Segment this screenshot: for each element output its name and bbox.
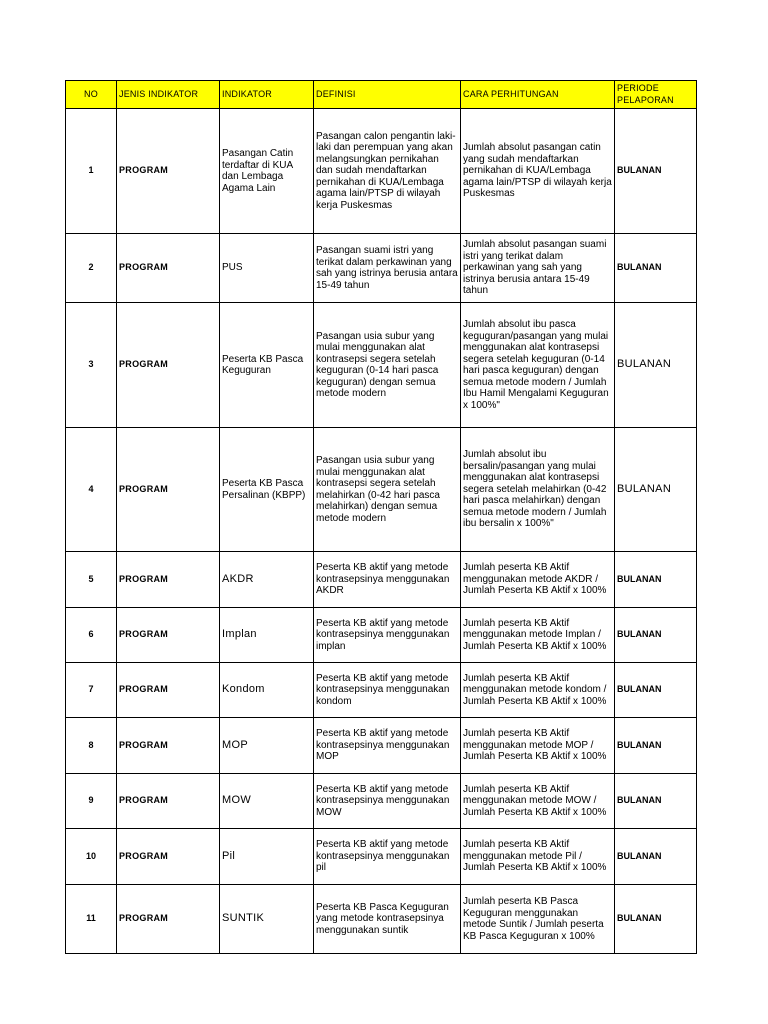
cell-cara[interactable]: Jumlah absolut ibu bersalin/pasangan yang mulai menggunakan alat kontrasepsi segera setelah melahirkan (0-42 hari pasca melahirkan) dengan semua metode modern / Jumlah ibu bersalin x 100%"	[461, 428, 615, 552]
header-jenis-indikator[interactable]: JENIS INDIKATOR	[117, 81, 220, 109]
header-row	[66, 81, 697, 109]
cell-jenis[interactable]: PROGRAM	[117, 428, 220, 552]
table-row	[66, 234, 697, 303]
table-row	[66, 774, 697, 829]
cell-indikator[interactable]: Peserta KB Pasca Keguguran	[220, 303, 314, 428]
table-row	[66, 428, 697, 552]
cell-indikator[interactable]: Peserta KB Pasca Persalinan (KBPP)	[220, 428, 314, 552]
cell-periode[interactable]: BULANAN	[615, 109, 697, 234]
cell-definisi[interactable]: Pasangan suami istri yang terikat dalam perkawinan yang sah yang istrinya berusia antara 15-49 tahun	[314, 234, 461, 303]
cell-cara[interactable]: Jumlah peserta KB Pasca Keguguran menggunakan metode Suntik / Jumlah peserta KB Pasca Keguguran x 100%	[461, 885, 615, 954]
cell-jenis[interactable]: PROGRAM	[117, 234, 220, 303]
cell-indikator[interactable]: MOP	[220, 718, 314, 774]
cell-periode[interactable]: BULANAN	[615, 608, 697, 663]
cell-cara[interactable]: Jumlah peserta KB Aktif menggunakan metode AKDR / Jumlah Peserta KB Aktif x 100%	[461, 552, 615, 608]
cell-indikator[interactable]: Pasangan Catin terdaftar di KUA dan Lembaga Agama Lain	[220, 109, 314, 234]
table-row	[66, 109, 697, 234]
header-cara-perhitungan[interactable]: CARA PERHITUNGAN	[461, 81, 615, 109]
cell-cara[interactable]: Jumlah absolut ibu pasca keguguran/pasangan yang mulai menggunakan alat kontrasepsi segera setelah keguguran (0-14 hari pasca keguguran) dengan semua metode modern / Jumlah Ibu Hamil Mengalami Keguguran x 100%"	[461, 303, 615, 428]
table-row	[66, 303, 697, 428]
cell-no[interactable]: 4	[66, 428, 117, 552]
cell-jenis[interactable]: PROGRAM	[117, 109, 220, 234]
cell-periode[interactable]: BULANAN	[615, 428, 697, 552]
cell-no[interactable]: 7	[66, 663, 117, 718]
cell-periode[interactable]: BULANAN	[615, 718, 697, 774]
cell-indikator[interactable]: Kondom	[220, 663, 314, 718]
cell-jenis[interactable]: PROGRAM	[117, 663, 220, 718]
cell-periode[interactable]: BULANAN	[615, 663, 697, 718]
cell-jenis[interactable]: PROGRAM	[117, 774, 220, 829]
table-row	[66, 885, 697, 954]
cell-jenis[interactable]: PROGRAM	[117, 608, 220, 663]
cell-no[interactable]: 2	[66, 234, 117, 303]
cell-cara[interactable]: Jumlah peserta KB Aktif menggunakan metode Implan / Jumlah Peserta KB Aktif x 100%	[461, 608, 615, 663]
cell-periode[interactable]: BULANAN	[615, 234, 697, 303]
cell-jenis[interactable]: PROGRAM	[117, 885, 220, 954]
cell-no[interactable]: 8	[66, 718, 117, 774]
indicator-table	[65, 80, 697, 954]
cell-indikator[interactable]: AKDR	[220, 552, 314, 608]
cell-periode[interactable]: BULANAN	[615, 885, 697, 954]
cell-definisi[interactable]: Pasangan calon pengantin laki-laki dan perempuan yang akan melangsungkan pernikahan dan sudah mendaftarkan pernikahan di KUA/Lembaga agama lain/PTSP di wilayah kerja Puskesmas	[314, 109, 461, 234]
cell-periode[interactable]: BULANAN	[615, 829, 697, 885]
cell-jenis[interactable]: PROGRAM	[117, 303, 220, 428]
cell-cara[interactable]: Jumlah absolut pasangan catin yang sudah mendaftarkan pernikahan di KUA/Lembaga agama lain/PTSP di wilayah kerja Puskesmas	[461, 109, 615, 234]
cell-periode[interactable]: BULANAN	[615, 303, 697, 428]
cell-cara[interactable]: Jumlah absolut pasangan suami istri yang terikat dalam perkawinan yang sah yang istrinya berusia antara 15-49 tahun	[461, 234, 615, 303]
header-no[interactable]: NO	[66, 81, 117, 109]
header-indikator[interactable]: INDIKATOR	[220, 81, 314, 109]
cell-cara[interactable]: Jumlah peserta KB Aktif menggunakan metode kondom / Jumlah Peserta KB Aktif x 100%	[461, 663, 615, 718]
cell-cara[interactable]: Jumlah peserta KB Aktif menggunakan metode MOP / Jumlah Peserta KB Aktif x 100%	[461, 718, 615, 774]
cell-definisi[interactable]: Peserta KB aktif yang metode kontrasepsinya menggunakan kondom	[314, 663, 461, 718]
table-row	[66, 552, 697, 608]
cell-no[interactable]: 9	[66, 774, 117, 829]
cell-definisi[interactable]: Peserta KB aktif yang metode kontrasepsinya menggunakan MOP	[314, 718, 461, 774]
cell-jenis[interactable]: PROGRAM	[117, 718, 220, 774]
cell-indikator[interactable]: PUS	[220, 234, 314, 303]
cell-indikator[interactable]: Implan	[220, 608, 314, 663]
header-periode-pelaporan[interactable]: PERIODE PELAPORAN	[615, 81, 697, 109]
cell-no[interactable]: 3	[66, 303, 117, 428]
cell-indikator[interactable]: Pil	[220, 829, 314, 885]
cell-definisi[interactable]: Peserta KB aktif yang metode kontrasepsinya menggunakan pil	[314, 829, 461, 885]
cell-definisi[interactable]: Peserta KB aktif yang metode kontrasepsinya menggunakan implan	[314, 608, 461, 663]
cell-no[interactable]: 11	[66, 885, 117, 954]
cell-periode[interactable]: BULANAN	[615, 774, 697, 829]
table-row	[66, 663, 697, 718]
cell-jenis[interactable]: PROGRAM	[117, 829, 220, 885]
cell-no[interactable]: 10	[66, 829, 117, 885]
table-row	[66, 718, 697, 774]
spreadsheet-sheet	[65, 80, 697, 954]
cell-indikator[interactable]: SUNTIK	[220, 885, 314, 954]
cell-definisi[interactable]: Pasangan usia subur yang mulai menggunakan alat kontrasepsi segera setelah melahirkan (0-42 hari pasca melahirkan) dengan semua metode modern	[314, 428, 461, 552]
table-row	[66, 829, 697, 885]
cell-definisi[interactable]: Pasangan usia subur yang mulai menggunakan alat kontrasepsi segera setelah keguguran (0-14 hari pasca keguguran) dengan semua metode modern	[314, 303, 461, 428]
cell-cara[interactable]: Jumlah peserta KB Aktif menggunakan metode Pil / Jumlah Peserta KB Aktif x 100%	[461, 829, 615, 885]
header-definisi[interactable]: DEFINISI	[314, 81, 461, 109]
table-row	[66, 608, 697, 663]
cell-no[interactable]: 6	[66, 608, 117, 663]
cell-periode[interactable]: BULANAN	[615, 552, 697, 608]
cell-definisi[interactable]: Peserta KB aktif yang metode kontrasepsinya menggunakan MOW	[314, 774, 461, 829]
cell-indikator[interactable]: MOW	[220, 774, 314, 829]
cell-definisi[interactable]: Peserta KB aktif yang metode kontrasepsinya menggunakan AKDR	[314, 552, 461, 608]
cell-cara[interactable]: Jumlah peserta KB Aktif menggunakan metode MOW / Jumlah Peserta KB Aktif x 100%	[461, 774, 615, 829]
cell-jenis[interactable]: PROGRAM	[117, 552, 220, 608]
cell-no[interactable]: 1	[66, 109, 117, 234]
cell-no[interactable]: 5	[66, 552, 117, 608]
cell-definisi[interactable]: Peserta KB Pasca Keguguran yang metode kontrasepsinya menggunakan suntik	[314, 885, 461, 954]
